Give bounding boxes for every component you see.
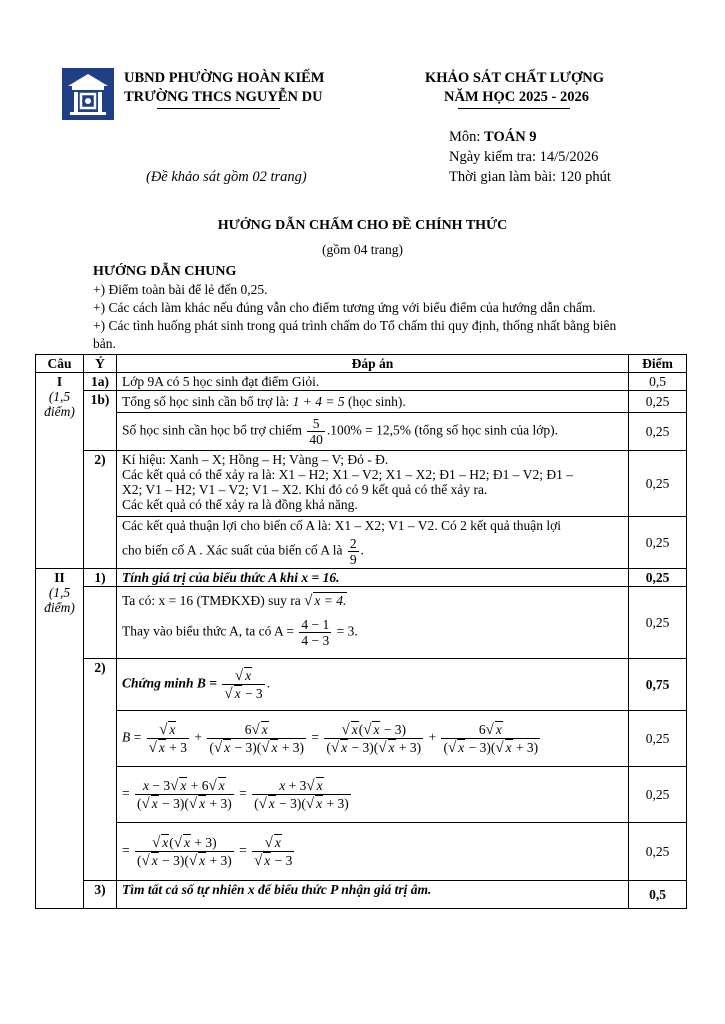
exam-date: Ngày kiểm tra: 14/5/2026 xyxy=(449,149,599,165)
school-underline xyxy=(157,108,280,109)
answer-ii-1-work: Ta có: x = 16 (TMĐKXĐ) suy ra √ x = 4. Thay vào biểu thức A, ta có A = $\frac{4 - 1}{4 - 3}$ = 3. xyxy=(117,587,629,659)
table-row xyxy=(36,823,687,881)
col-header-dapan: Đáp án xyxy=(117,355,629,373)
table-row xyxy=(36,711,687,767)
question-ii-label: II xyxy=(54,570,65,585)
score-ii-1: 0,25 xyxy=(629,587,687,659)
col-header-cau: Câu xyxy=(36,355,84,373)
answer-1b-line2: Số học sinh cần học bổ trợ chiếm $\frac{5}{40}$ .100% = 12,5% (tổng số học sinh của lớp). xyxy=(117,413,629,451)
school-logo xyxy=(62,68,114,120)
general-rule-1: +) Điểm toàn bài để lẻ đến 0,25. xyxy=(93,282,268,297)
score-2-1: 0,25 xyxy=(629,451,687,517)
table-row xyxy=(36,373,687,391)
part-ii-1-label: 1) xyxy=(84,569,117,587)
answer-2-line1: Kí hiệu: Xanh – X; Hồng – H; Vàng – V; Đỏ - Đ. Các kết quả có thể xảy ra là: X1 – H2; X1 – V2; X1 – X2; Đ1 – H2; Đ1 – V2; Đ1 – X2; V1 – H2; V1 – V2; V1 – X2. Khi đó có 9 kết quả có thể xảy ra. Các kết quả có thể xảy ra là đồng khả năng. xyxy=(117,451,629,517)
page-subtitle: (gồm 04 trang) xyxy=(322,242,403,257)
table-row xyxy=(36,659,687,711)
general-rule-3b: bản. xyxy=(93,336,116,351)
score-ii-3-total: 0,5 xyxy=(629,881,687,909)
part-ii-1-blank xyxy=(84,587,117,659)
score-2-2: 0,25 xyxy=(629,517,687,569)
pages-note: (Đề khảo sát gồm 02 trang) xyxy=(146,169,307,185)
table-row xyxy=(36,569,687,587)
answer-ii-1-heading: Tính giá trị của biểu thức A khi x = 16. xyxy=(117,569,629,587)
table-row xyxy=(36,767,687,823)
table-row xyxy=(36,881,687,909)
answer-ii-2-step3: = $\frac{√ x(√ x + 3)}{(√ x - 3)(√ x + 3)}$ = $\frac{√ x}{√ x - 3}$ xyxy=(117,823,629,881)
part-1b-label: 1b) xyxy=(84,391,117,451)
table-row xyxy=(36,413,687,451)
answer-ii-2-heading: Chứng minh B = $\frac{√ x}{√ x - 3}$ . xyxy=(117,659,629,711)
answer-1a: Lớp 9A có 5 học sinh đạt điểm Giỏi. xyxy=(117,373,629,391)
score-1b-2: 0,25 xyxy=(629,413,687,451)
score-1b-1: 0,25 xyxy=(629,391,687,413)
question-i-cell xyxy=(36,373,84,569)
general-rule-3a: +) Các tình huống phát sinh trong quá trình chấm do Tổ chấm thi quy định, thống nhất bằng biên xyxy=(93,318,617,333)
exam-title: KHẢO SÁT CHẤT LƯỢNG xyxy=(425,70,604,86)
answer-2-line2: Các kết quả thuận lợi cho biến cố A là: X1 – X2; V1 – V2. Có 2 kết quả thuận lợi cho biến cố A . Xác suất của biến cố A là $\frac{2}{9}$ . xyxy=(117,517,629,569)
answer-ii-2-step2: = $\frac{x - 3√ x + 6√ x}{(√ x - 3)(√ x + 3)}$ = $\frac{x + 3√ x}{(√ x - 3)(√ x + 3)}$ xyxy=(117,767,629,823)
answer-1b-line1: Tổng số học sinh cần bổ trợ là: 1 + 4 = 5 (học sinh). xyxy=(117,391,629,413)
score-ii-2-step1: 0,25 xyxy=(629,711,687,767)
part-2-label: 2) xyxy=(84,451,117,569)
score-ii-2-step3: 0,25 xyxy=(629,823,687,881)
answer-table xyxy=(35,354,687,909)
subject-line: Môn: TOÁN 9 xyxy=(449,129,537,145)
part-ii-3-label: 3) xyxy=(84,881,117,909)
part-ii-2-label: 2) xyxy=(84,659,117,881)
district-name: UBND PHƯỜNG HOÀN KIẾM xyxy=(124,70,325,86)
school-year: NĂM HỌC 2025 - 2026 xyxy=(444,89,589,105)
year-underline xyxy=(458,108,570,109)
table-row xyxy=(36,391,687,413)
question-i-label: I xyxy=(56,374,63,389)
general-heading: HƯỚNG DẪN CHUNG xyxy=(93,264,237,279)
table-row xyxy=(36,517,687,569)
school-name: TRƯỜNG THCS NGUYỄN DU xyxy=(124,89,323,105)
answer-ii-2-step1: B = $\frac{√ x}{√ x + 3}$ + $\frac{6√ x}{(√ x - 3)(√ x + 3)}$ = $\frac{√ x(√ x - 3)}{(√ x - 3)(√ x + 3)}$ + $\frac{6√ x}{(√ x - 3)(√ x + 3)}$ xyxy=(117,711,629,767)
part-1a-label: 1a) xyxy=(84,373,117,391)
question-ii-cell xyxy=(36,569,84,909)
question-i-points: (1,5 điểm) xyxy=(44,389,75,419)
table-header-row xyxy=(36,355,687,373)
col-header-y: Ý xyxy=(84,355,117,373)
score-1a: 0,5 xyxy=(629,373,687,391)
score-ii-1-total: 0,25 xyxy=(629,569,687,587)
table-row xyxy=(36,587,687,659)
question-ii-points: (1,5 điểm) xyxy=(44,585,75,615)
exam-duration: Thời gian làm bài: 120 phút xyxy=(449,169,611,185)
col-header-diem: Điểm xyxy=(629,355,687,373)
general-rule-2: +) Các cách làm khác nếu đúng vẫn cho điểm tương ứng với biểu điểm của hướng dẫn chấm. xyxy=(93,300,596,315)
score-ii-2-total: 0,75 xyxy=(629,659,687,711)
table-row xyxy=(36,451,687,517)
answer-ii-3-heading: Tìm tất cả số tự nhiên x để biểu thức P nhận giá trị âm. xyxy=(117,881,629,909)
page-title: HƯỚNG DẪN CHẤM CHO ĐỀ CHÍNH THỨC xyxy=(217,218,508,233)
score-ii-2-step2: 0,25 xyxy=(629,767,687,823)
